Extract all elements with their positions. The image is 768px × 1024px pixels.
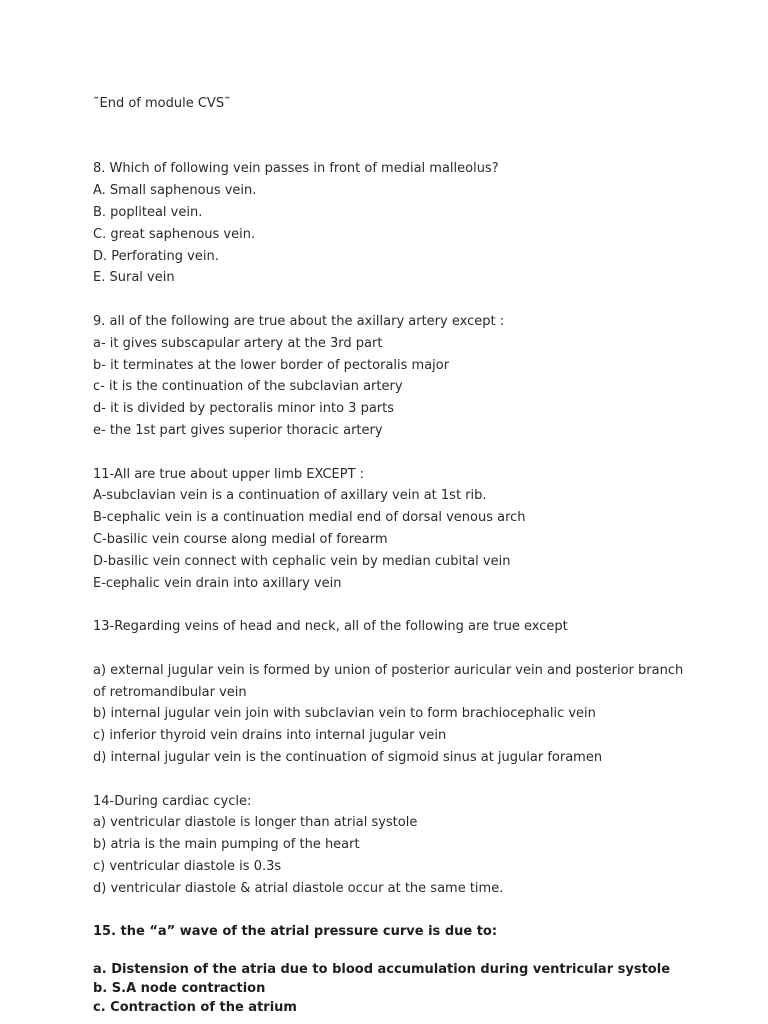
option: A-subclavian vein is a continuation of axillary vein at 1st rib. xyxy=(93,488,487,504)
option: d- it is divided by pectoralis minor into 3 parts xyxy=(93,401,395,417)
option: b. S.A node contraction xyxy=(93,981,266,997)
spacer xyxy=(93,943,693,960)
option: E-cephalic vein drain into axillary vein xyxy=(93,575,342,591)
question-8 xyxy=(93,158,693,289)
question-15 xyxy=(93,921,693,1017)
option: c- it is the continuation of the subclavian artery xyxy=(93,379,403,395)
option: D-basilic vein connect with cephalic vein by median cubital vein xyxy=(93,553,511,569)
option: a. Distension of the atria due to blood accumulation during ventricular systole xyxy=(93,962,671,978)
option: A. Small saphenous vein. xyxy=(93,183,257,199)
option: e- the 1st part gives superior thoracic artery xyxy=(93,422,383,438)
question-text: 9. all of the following are true about the axillary artery except : xyxy=(93,313,505,329)
option: c. Contraction of the atrium xyxy=(93,1000,297,1016)
option: c) inferior thyroid vein drains into internal jugular vein xyxy=(93,728,447,744)
spacer xyxy=(93,115,693,137)
question-13 xyxy=(93,616,693,769)
question-text: 8. Which of following vein passes in front of medial malleolus? xyxy=(93,161,499,177)
option: d) ventricular diastole & atrial diastole occur at the same time. xyxy=(93,880,504,896)
spacer xyxy=(93,442,693,464)
option: D. Perforating vein. xyxy=(93,248,219,264)
option: a- it gives subscapular artery at the 3rd part xyxy=(93,335,383,351)
option: E. Sural vein xyxy=(93,270,175,286)
spacer xyxy=(93,769,693,791)
option: b- it terminates at the lower border of pectoralis major xyxy=(93,357,450,373)
document-page xyxy=(93,93,693,1017)
question-text: 15. the “a” wave of the atrial pressure curve is due to: xyxy=(93,924,498,940)
spacer xyxy=(93,289,693,311)
document-header: ˜End of module CVS˜ xyxy=(93,96,231,111)
option: C. great saphenous vein. xyxy=(93,226,256,242)
question-9 xyxy=(93,311,693,442)
spacer xyxy=(93,899,693,921)
question-text: 13-Regarding veins of head and neck, all of the following are true except xyxy=(93,619,568,635)
question-14 xyxy=(93,791,693,900)
option: B. popliteal vein. xyxy=(93,204,203,220)
spacer xyxy=(93,137,693,159)
option: a) ventricular diastole is longer than atrial systole xyxy=(93,815,418,831)
option: a) external jugular vein is formed by union of posterior auricular vein and posterior branch of retromandibular vein xyxy=(93,662,684,700)
option: b) atria is the main pumping of the heart xyxy=(93,837,360,853)
option: b) internal jugular vein join with subclavian vein to form brachiocephalic vein xyxy=(93,706,596,722)
question-text: 11-All are true about upper limb EXCEPT : xyxy=(93,466,365,482)
option: C-basilic vein course along medial of forearm xyxy=(93,531,388,547)
option: d) internal jugular vein is the continuation of sigmoid sinus at jugular foramen xyxy=(93,749,603,765)
question-11 xyxy=(93,464,693,595)
option: c) ventricular diastole is 0.3s xyxy=(93,858,282,874)
spacer xyxy=(93,638,693,660)
question-text: 14-During cardiac cycle: xyxy=(93,793,252,809)
option: B-cephalic vein is a continuation medial end of dorsal venous arch xyxy=(93,510,526,526)
spacer xyxy=(93,594,693,616)
